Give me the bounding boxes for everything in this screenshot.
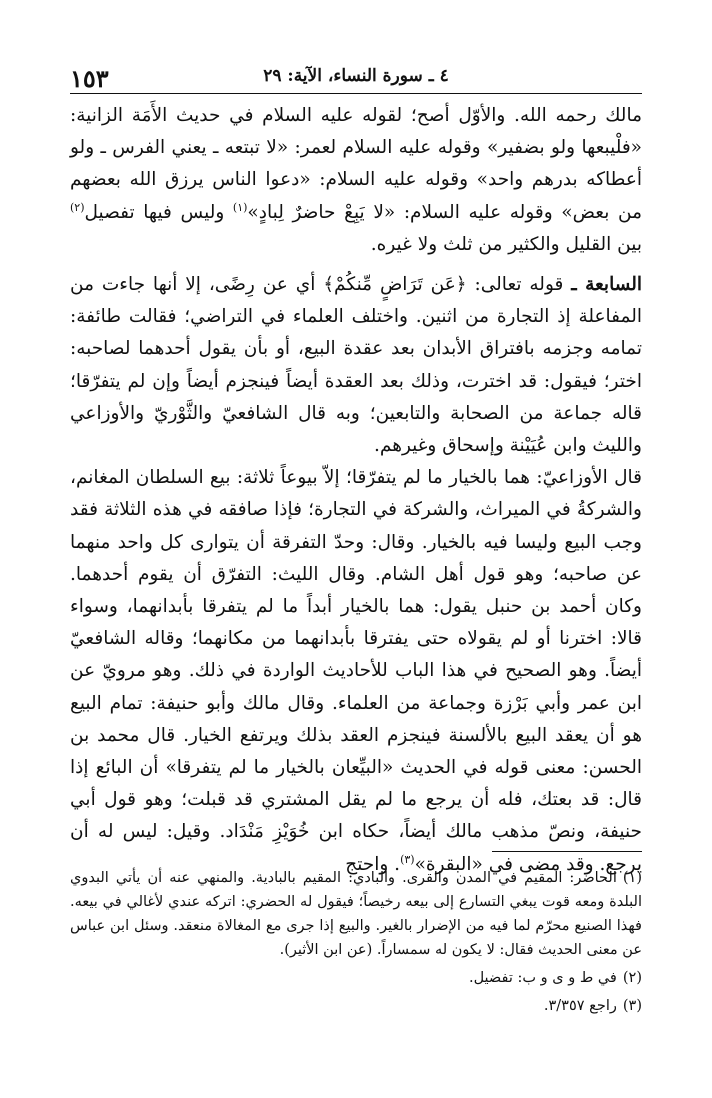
footnote-2-number: (٢): [622, 970, 642, 986]
footnote-ref-1: (١): [232, 200, 248, 214]
page-number: ١٥٣: [70, 64, 109, 93]
footnote-2: [70, 966, 642, 990]
footnote-1-text: الحاضر: المقيم في المدن والقرى. والبادي: المقيم بالبادية. والمنهي عنه أن يأتي البدوي البلدة ومعه قوت يبغي التسارع إلى بيعه رخيصاً؛ فيقول له الحضري: اتركه عندي لأغالي في بيعه. فهذا الصنيع محرّم لما فيه من الإضرار بالغير. والبيع إذا جرى مع المغالاة منعقد. وسئل ابن عباس عن معنى الحديث فقال: لا يكون له سمساراً. (عن ابن الأثير).: [70, 870, 642, 958]
footnote-2-text: في ط و ى و ب: تفضيل.: [468, 970, 617, 986]
footnote-1-number: (١): [622, 870, 642, 886]
page-header: [70, 62, 642, 92]
footnote-ref-2: (٢): [70, 200, 85, 214]
paragraph-3-end: . واحتج: [345, 853, 401, 875]
paragraph-3: [70, 462, 642, 881]
footnote-3-text: راجع ٣/٣٥٧.: [543, 998, 617, 1014]
footnote-3-number: (٣): [622, 998, 642, 1014]
paragraph-1-text: مالك رحمه الله. والأوّل أصح؛ لقوله عليه السلام في حديث الأَمَة الزانية: «فلْيبعها ولو بضفير» وقوله عليه السلام لعمر: «لا تبتعه ـ يعني الفرس ـ ولو أعطاكه بدرهم واحد» وقوله عليه السلام: «دعوا الناس يرزق الله بعضهم من بعض» وقوله عليه السلام: «لا يَبِعْ حاضرٌ لِبادٍ»: [70, 105, 642, 223]
header-rule: [70, 93, 642, 94]
section-heading-seventh: السابعة ـ: [571, 274, 642, 296]
main-text: [70, 100, 642, 881]
footnote-ref-3: (٣): [400, 852, 415, 866]
running-title: ٤ ـ سورة النساء، الآية: ٢٩: [263, 66, 449, 86]
footnote-3: [70, 994, 642, 1018]
paragraph-2: [70, 269, 642, 462]
footnotes: [70, 866, 642, 1022]
paragraph-1: [70, 100, 642, 261]
footnote-1: [70, 866, 642, 962]
paragraph-3-text: قال الأوزاعيّ: هما بالخيار ما لم يتفرّقا؛ إلاّ بيوعاً ثلاثة: بيع السلطان المغانم، والشركةُ في الميراث، والشركة في التجارة؛ فإذا صافقه في هذه الثلاثة فقد وجب البيع وليسا فيه بالخيار. وقال: وحدّ التفرقة أن يتوارى كل واحد منهما عن صاحبه؛ وهو قول أهل الشام. وقال الليث: التفرّق أن يقوم أحدهما. وكان أحمد بن حنبل يقول: هما بالخيار أبداً ما لم يتفرقا بأبدانهما، وسواء قالا: اخترنا أو لم يقولاه حتى يفترقا بأبدانهما من مكانهما؛ وقاله الشافعيّ أيضاً. وهو الصحيح في هذا الباب للأحاديث الواردة في ذلك. وهو مرويّ عن ابن عمر وأبي بَرْزة وجماعة من العلماء. وقال مالك وأبو حنيفة: تمام البيع هو أن يعقد البيع بالألسنة فينجزم العقد بذلك ويرتفع الخيار. قال محمد بن الحسن: معنى قوله في الحديث «البيِّعان بالخيار ما لم يتفرقا» أن البائع إذا قال: قد بعتك، فله أن يرجع ما لم يقل المشتري قد قبلت؛ وهو قول أبي حنيفة، ونصّ مذهب مالك أيضاً، حكاه ابن خُوَيْزِ مَنْدَاد. وقيل: ليس له أن يرجع. وقد مضى في «البقرة»: [70, 467, 642, 875]
footnote-rule: [492, 851, 642, 852]
paragraph-1-mid: وليس فيها تفصيل: [84, 201, 233, 223]
paragraph-2-text: قوله تعالى: ﴿عَن تَرَاضٍ مِّنكُمْ﴾ أي عن رِضًى، إلا أنها جاءت من المفاعلة إذ التجارة من اثنين. واختلف العلماء في التراضي؛ فقالت طائفة: تمامه وجزمه بافتراق الأبدان بعد عقدة البيع، أو بأن يقول أحدهما لصاحبه: اختر؛ فيقول: قد اخترت، وذلك بعد العقدة أيضاً فينجزم أيضاً وإن لم يتفرّقا؛ قاله جماعة من الصحابة والتابعين؛ وبه قال الشافعيّ والثَّوْريّ والأوزاعي والليث وابن عُيَيْنة وإسحاق وغيرهم.: [70, 274, 642, 457]
paragraph-1-end: بين القليل والكثير من ثلث ولا غيره.: [370, 233, 642, 255]
